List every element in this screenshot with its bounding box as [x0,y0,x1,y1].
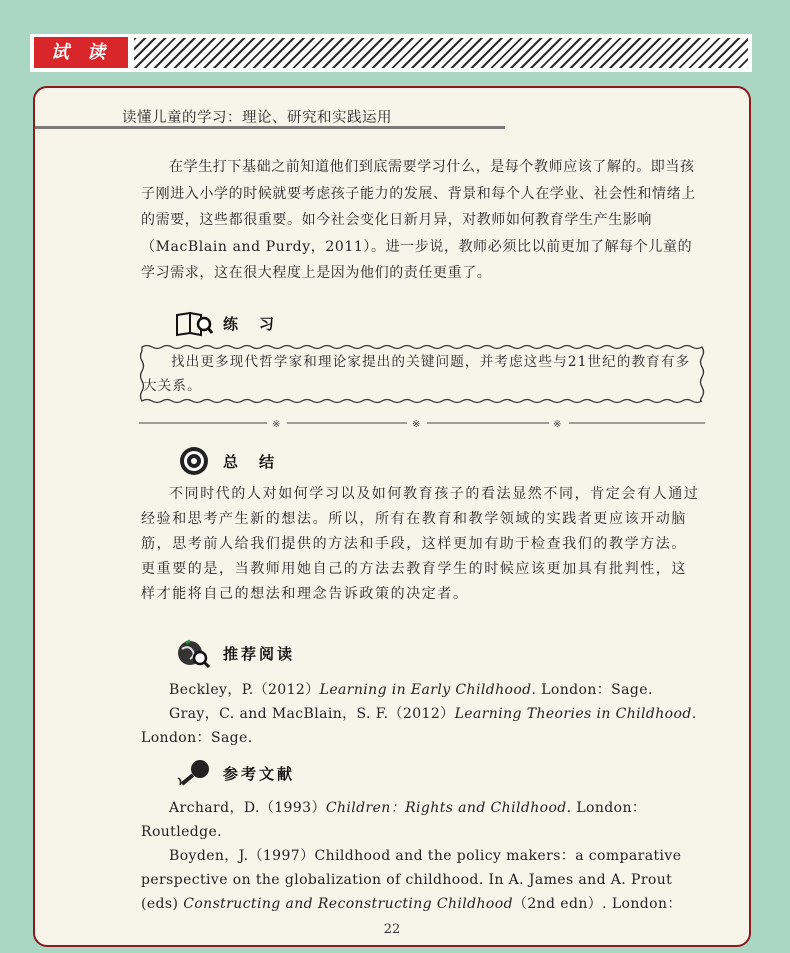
reference-authors: Boyden，J.（1997）Childhood and the policy makers：a comparative perspective on the globalization of childhood. In A. James and A. Prout (eds) [141,848,682,912]
reference-title: Constructing and Reconstructing Childhood [183,896,513,912]
intro-paragraph: 在学生打下基础之前知道他们到底需要学习什么，是每个教师应该了解的。即当孩子刚进入小学的时候就要考虑孩子能力的发展、背景和每个人在学业、社会性和情绪上的需要，这些都很重要。如今社会变化日新月异，对教师如何教育学生产生影响（MacBlain and Purdy，2011）。进一步说，教师必须比以前更加了解每个儿童的学习需求，这在很大程度上是因为他们的责任更重了。 [141,159,696,281]
page-number: 22 [383,922,401,937]
reference-authors: Archard，D.（1993） [169,800,326,816]
reading-authors: Gray，C. and MacBlain，S. F.（2012） [169,706,455,722]
reference-title: Children：Rights and Childhood [325,800,567,816]
exercise-text: 找出更多现代哲学家和理论家提出的关键问题，并考虑这些与21世纪的教育有多大关系。 [143,354,691,394]
summary-title: 总 结 [223,452,278,471]
reference-item [141,844,711,916]
section-divider [139,418,705,428]
header-rule [35,126,505,129]
running-head: 读懂儿童的学习：理论、研究和实践运用 [122,110,392,126]
references-title: 参考文献 [223,764,296,783]
reading-authors: Beckley，P.（2012） [169,682,320,698]
reference-item [141,796,711,844]
trial-read-banner [30,34,752,72]
target-icon [175,446,213,476]
book-page [33,86,751,947]
banner-hatch-decoration [134,38,748,68]
reading-publisher: . London：Sage. [531,682,653,698]
further-reading-heading [175,636,295,670]
exercise-box [139,344,705,404]
exercise-heading [175,306,277,340]
summary-paragraph: 不同时代的人对如何学习以及如何教育孩子的看法显然不同，肯定会有人通过经验和思考产生新的想法。所以，所有在教育和教学领域的实践者更应该开动脑筋，思考前人给我们提供的方法和手段，这样更加有助于检查我们的教学方法。更重要的是，当教师用她自己的方法去教育学生的时候应该更加具有批判性，这样才能将自己的想法和理念告诉政策的决定者。 [141,486,700,602]
svg-text:※: ※ [272,419,281,428]
further-reading-title: 推荐阅读 [223,644,296,663]
reference-publisher: （2nd edn）. London： [512,896,682,912]
reference-publisher: . London：Routledge. [141,800,647,840]
book-magnifier-icon [175,308,213,338]
svg-text:※: ※ [553,419,562,428]
reading-item [141,702,711,750]
exercise-title: 练 习 [223,314,278,333]
microphone-icon [175,758,213,788]
globe-magnifier-icon [175,638,213,668]
references-heading [175,756,295,790]
reading-item [141,678,711,702]
trial-read-tag: 试 读 [34,37,128,68]
svg-text:※: ※ [412,419,421,428]
reading-publisher: . London：Sage. [141,706,697,746]
summary-heading [175,444,277,478]
reading-title: Learning in Early Childhood [319,682,532,698]
reading-title: Learning Theories in Childhood [454,706,692,722]
